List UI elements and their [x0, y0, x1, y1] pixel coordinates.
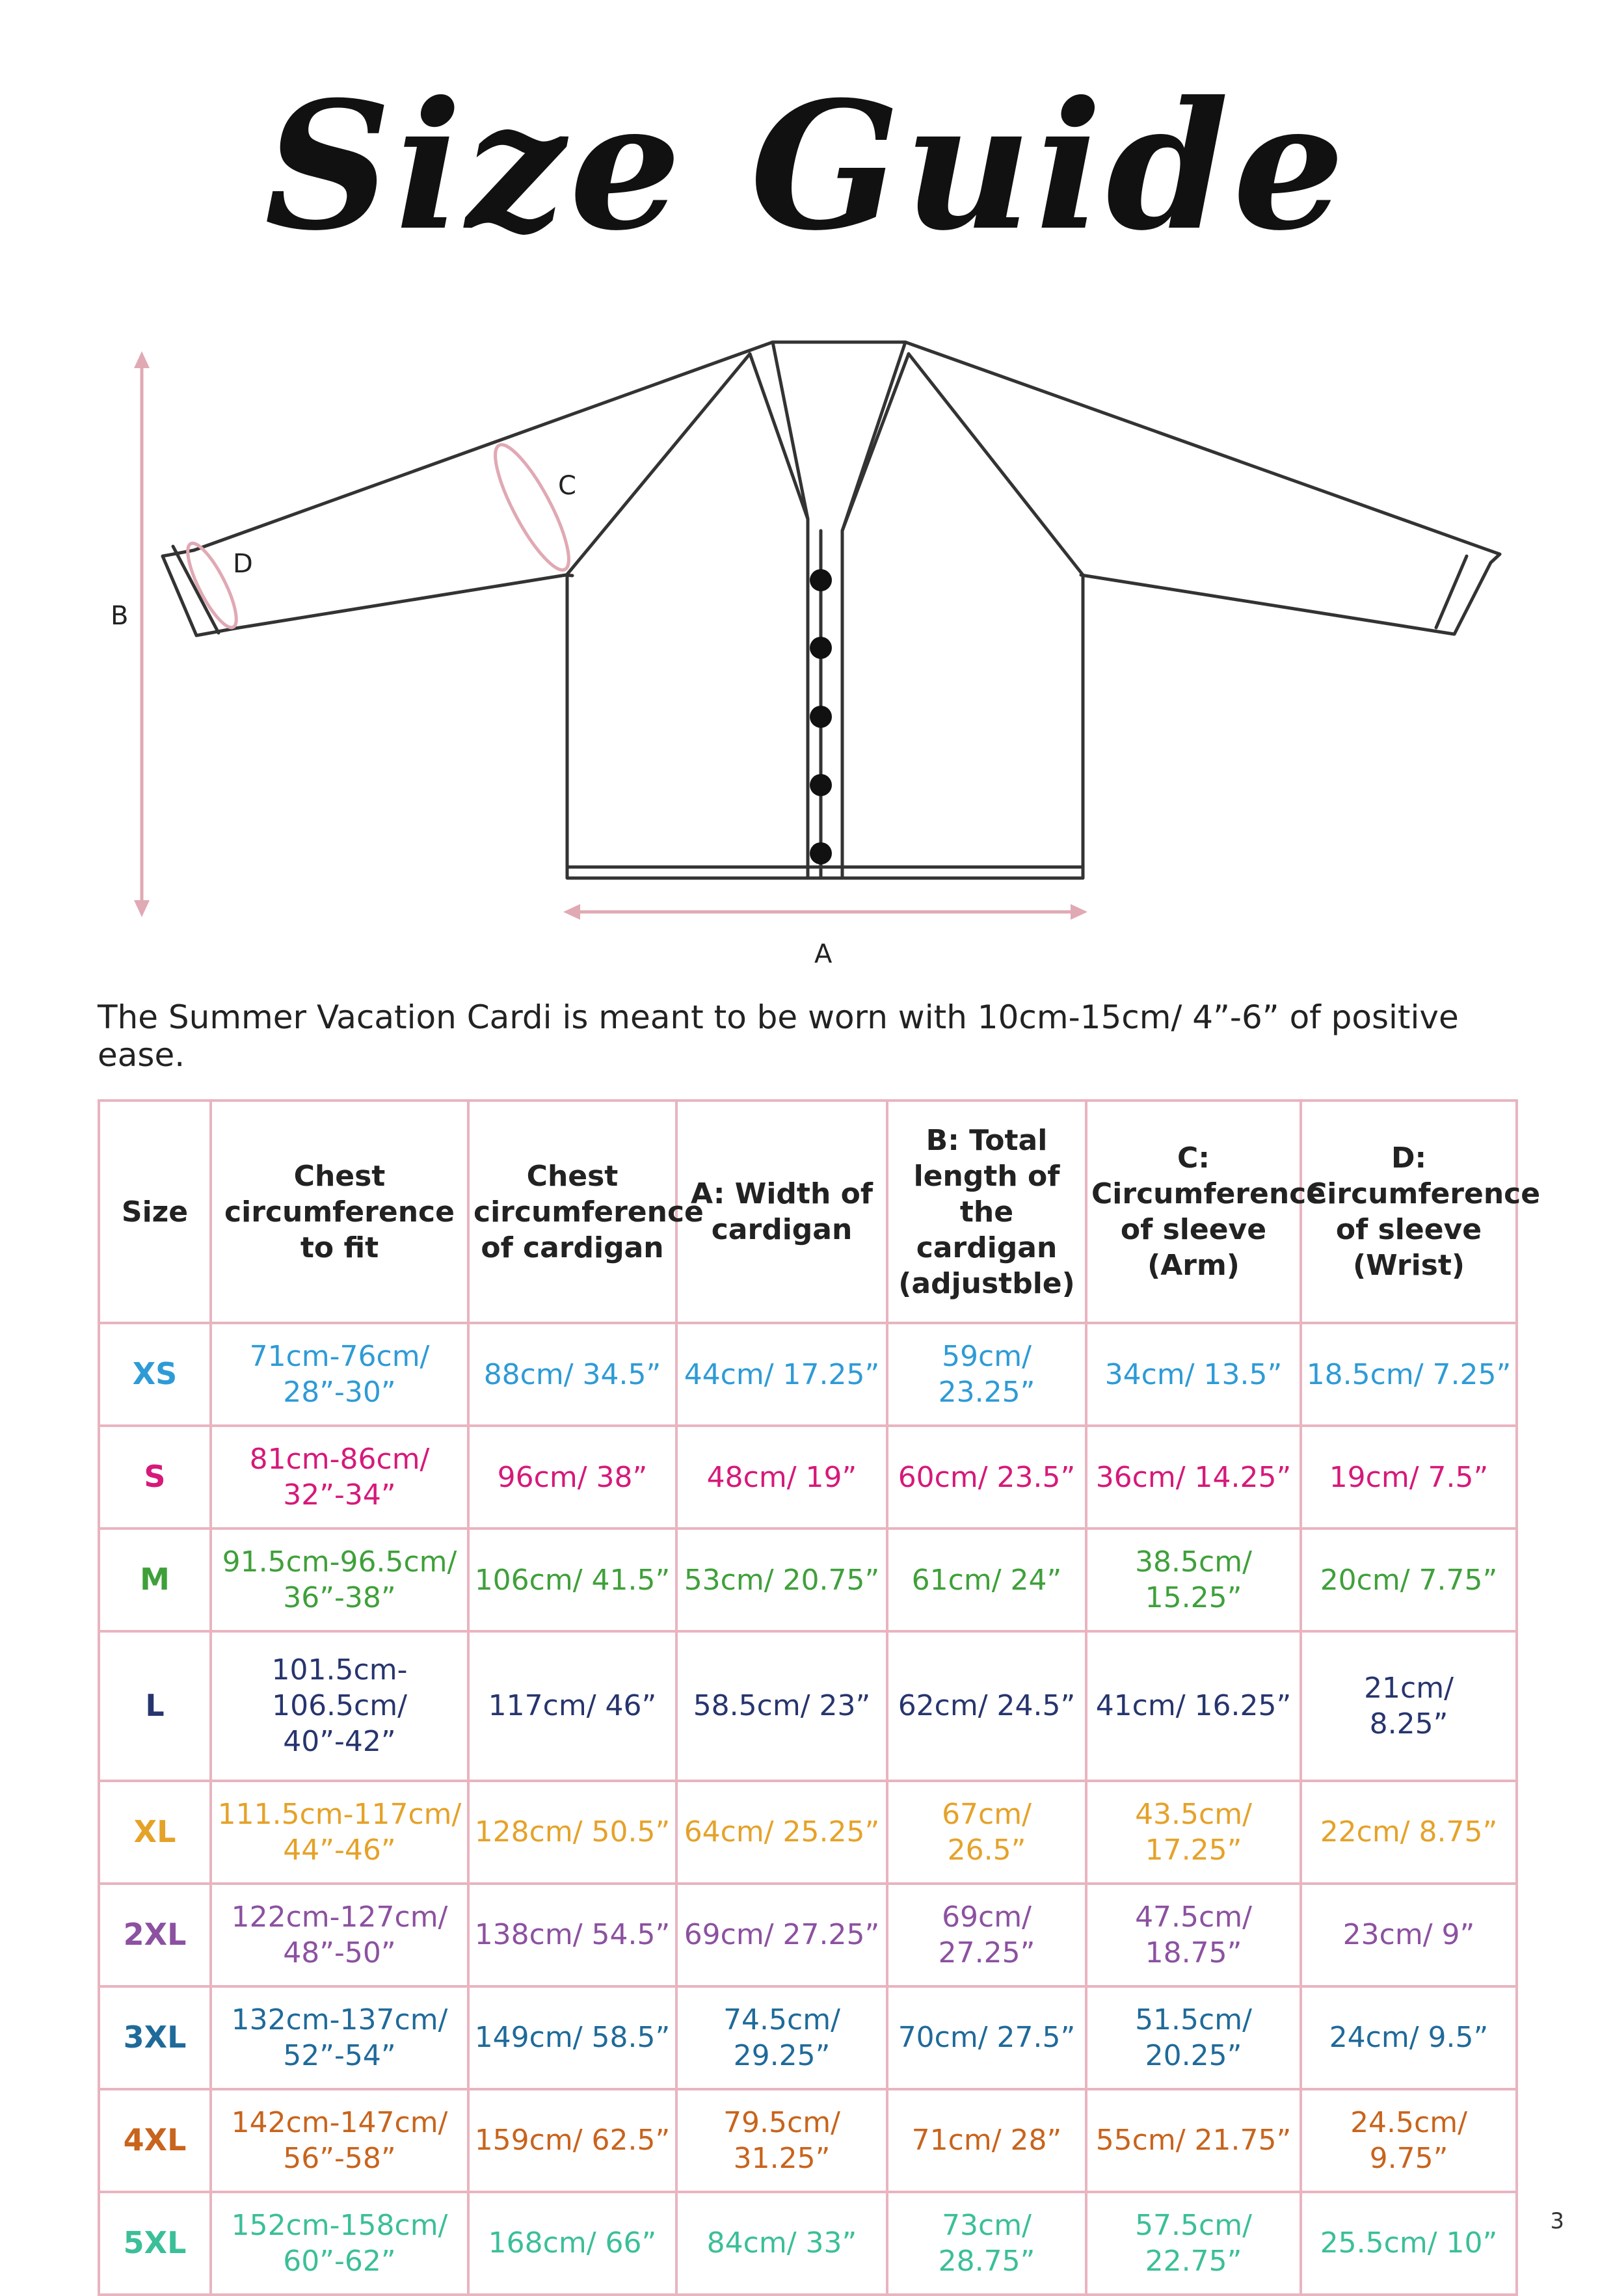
measurement-cell: [211, 1323, 468, 1426]
cell-line: 138cm/ 54.5”: [474, 1918, 671, 1952]
column-header: [468, 1101, 704, 1323]
cell-line: 34cm/ 13.5”: [1104, 1357, 1283, 1391]
cell-line: circumference: [473, 1195, 704, 1229]
cell-line: 20cm/ 7.75”: [1320, 1563, 1498, 1597]
cell-line: 56”-58”: [283, 2141, 396, 2175]
cell-line: 9.75”: [1369, 2141, 1448, 2175]
cell-line: 91.5cm-96.5cm/: [222, 1545, 457, 1579]
measurement-cell: [676, 1781, 887, 1884]
cell-line: 67cm/: [942, 1797, 1032, 1831]
cell-line: 15.25”: [1145, 1581, 1242, 1615]
table-row: [99, 1528, 1517, 1631]
cell-line: 17.25”: [1145, 1833, 1242, 1867]
cell-line: B: Total: [926, 1123, 1048, 1157]
cell-line: 38.5cm/: [1135, 1545, 1252, 1579]
measurement-cell: [887, 1884, 1086, 1986]
table-row: [99, 1781, 1517, 1884]
cell-line: 71cm/ 28”: [911, 2124, 1062, 2157]
cell-line: 47.5cm/: [1135, 1900, 1252, 1934]
cell-line: 31.25”: [733, 2141, 831, 2175]
cell-line: Circumference: [1091, 1177, 1326, 1210]
column-header: [99, 1101, 211, 1323]
table-header-row: [99, 1101, 1517, 1323]
button: [810, 774, 832, 796]
label-b: B: [111, 601, 129, 631]
cell-line: 23.25”: [938, 1376, 1035, 1409]
cell-line: length of: [913, 1159, 1060, 1193]
label-d: D: [233, 549, 253, 579]
size-label: 5XL: [99, 2192, 211, 2295]
cell-line: of cardigan: [481, 1231, 664, 1264]
cell-line: 159cm/ 62.5”: [474, 2124, 671, 2157]
size-label: M: [99, 1528, 211, 1631]
column-header: [1086, 1101, 1326, 1323]
cell-line: 61cm/ 24”: [911, 1563, 1062, 1597]
cell-line: 59cm/: [942, 1340, 1032, 1374]
measurement-cell: [887, 1323, 1086, 1426]
measurement-cell: [676, 1631, 887, 1780]
cell-line: 21cm/: [1364, 1671, 1454, 1705]
cardigan-diagram: [0, 312, 1613, 989]
measurement-cell: [211, 1884, 468, 1986]
cell-line: the cardigan: [916, 1195, 1058, 1264]
measurement-cell: [211, 2192, 468, 2295]
table-row: [99, 1426, 1517, 1528]
page-title: Size Guide: [264, 62, 1349, 269]
measurement-cell: [1301, 1528, 1517, 1631]
cell-line: 43.5cm/: [1135, 1797, 1252, 1831]
cell-line: 128cm/ 50.5”: [474, 1815, 671, 1849]
cell-line: 96cm/ 38”: [497, 1460, 648, 1494]
size-table: [98, 1099, 1541, 2296]
cell-line: 36cm/ 14.25”: [1095, 1460, 1292, 1494]
cell-line: Chest: [293, 1159, 386, 1193]
measurement-cell: [676, 2192, 887, 2295]
size-label: L: [99, 1631, 211, 1780]
raglan-left: [567, 354, 750, 574]
size-label: 3XL: [99, 1986, 211, 2089]
button: [810, 842, 832, 864]
cell-line: 28.75”: [938, 2244, 1035, 2278]
button: [810, 706, 832, 728]
column-header: [1301, 1101, 1541, 1323]
measurement-cell: [887, 2192, 1086, 2295]
cell-line: 69cm/ 27.25”: [684, 1918, 880, 1952]
measurement-cell: [1086, 1986, 1301, 2089]
cell-line: 8.25”: [1369, 1707, 1448, 1741]
size-label: 4XL: [99, 2089, 211, 2192]
measurement-cell: [211, 1631, 468, 1780]
cell-line: 168cm/ 66”: [488, 2226, 657, 2260]
cell-line: A: Width of: [691, 1177, 873, 1210]
table-row: [99, 1986, 1517, 2089]
cell-line: 22cm/ 8.75”: [1320, 1815, 1498, 1849]
measurement-cell: [1086, 1884, 1301, 1986]
table-row: [99, 1884, 1517, 1986]
table-row: [99, 2089, 1517, 2192]
cell-line: 52”-54”: [283, 2038, 396, 2072]
cell-line: cardigan: [711, 1213, 853, 1246]
label-c: C: [558, 471, 576, 501]
cell-line: 18.5cm/ 7.25”: [1306, 1357, 1512, 1391]
size-label: 2XL: [99, 1884, 211, 1986]
cell-line: 73cm/: [942, 2208, 1032, 2242]
measurement-cell: [1086, 1781, 1301, 1884]
measurement-cell: [676, 1426, 887, 1528]
measurement-cell: [887, 1986, 1086, 2089]
neckline-right-inner: [842, 354, 909, 531]
ease-note: The Summer Vacation Cardi is meant to be worn with 10cm-15cm/ 4”-6” of positive ease.: [98, 998, 1459, 1074]
cell-line: D:: [1391, 1141, 1427, 1175]
measurement-cell: [468, 1426, 676, 1528]
arrow-head-left: [563, 904, 580, 920]
label-a: A: [814, 939, 833, 969]
cell-line: 152cm-158cm/: [231, 2208, 448, 2242]
cell-line: 48”-50”: [283, 1936, 396, 1969]
cell-line: 51.5cm/: [1135, 2003, 1252, 2036]
cell-line: 74.5cm/: [723, 2003, 840, 2036]
cell-line: 142cm-147cm/: [231, 2105, 448, 2139]
measurement-cell: [468, 2089, 676, 2192]
arrow-head-down: [134, 900, 150, 917]
cell-line: 122cm-127cm/: [231, 1900, 448, 1934]
cell-line: (Wrist): [1353, 1249, 1465, 1282]
measure-c-arm-ellipse: [483, 436, 581, 578]
cell-line: 23cm/ 9”: [1342, 1918, 1475, 1952]
cell-line: 88cm/ 34.5”: [483, 1357, 661, 1391]
arrow-head-right: [1071, 904, 1087, 920]
cell-line: 106cm/ 41.5”: [474, 1563, 671, 1597]
cell-line: 57.5cm/: [1135, 2208, 1252, 2242]
measurement-cell: [887, 1631, 1086, 1780]
table-row: [99, 1631, 1517, 1780]
measurement-cell: [211, 1528, 468, 1631]
left-sleeve-outline: [163, 342, 773, 635]
cell-line: Chest: [526, 1159, 619, 1193]
cell-line: 29.25”: [733, 2038, 831, 2072]
cell-line: of sleeve: [1120, 1213, 1267, 1246]
measurement-cell: [211, 2089, 468, 2192]
measurement-cell: [1301, 1426, 1517, 1528]
size-label: XL: [99, 1781, 211, 1884]
cell-line: 27.25”: [938, 1936, 1035, 1969]
cell-line: 79.5cm/: [723, 2105, 840, 2139]
measurement-cell: [1301, 1631, 1517, 1780]
cell-line: 44cm/ 17.25”: [684, 1357, 880, 1391]
cell-line: (Arm): [1147, 1249, 1240, 1282]
cell-line: 69cm/: [942, 1900, 1032, 1934]
page-number: 3: [1550, 2208, 1564, 2234]
measurement-cell: [887, 1426, 1086, 1528]
column-header: [211, 1101, 468, 1323]
measurement-cell: [676, 1323, 887, 1426]
cell-line: of sleeve: [1335, 1213, 1482, 1246]
cell-line: 32”-34”: [283, 1478, 396, 1512]
measurement-cell: [1086, 2192, 1301, 2295]
cell-line: 53cm/ 20.75”: [684, 1563, 880, 1597]
measurement-cell: [676, 1528, 887, 1631]
measurement-cell: [676, 2089, 887, 2192]
cell-line: 22.75”: [1145, 2244, 1242, 2278]
cell-line: 70cm/ 27.5”: [898, 2021, 1076, 2055]
measurement-cell: [887, 1781, 1086, 1884]
measurement-cell: [1086, 1426, 1301, 1528]
cell-line: 55cm/ 21.75”: [1095, 2124, 1292, 2157]
cell-line: 26.5”: [947, 1833, 1026, 1867]
size-label: XS: [99, 1323, 211, 1426]
measurement-cell: [211, 1781, 468, 1884]
cell-line: 111.5cm-117cm/: [217, 1797, 462, 1831]
measurement-cell: [468, 1323, 676, 1426]
measurement-cell: [468, 2192, 676, 2295]
measurement-cell: [468, 1781, 676, 1884]
cell-line: 71cm-76cm/: [249, 1340, 430, 1374]
cell-line: Circumference: [1306, 1177, 1541, 1210]
raglan-right: [909, 354, 1083, 575]
cell-line: C:: [1177, 1141, 1210, 1175]
cell-line: 41cm/ 16.25”: [1095, 1689, 1292, 1723]
measurement-cell: [211, 1426, 468, 1528]
cell-line: 28”-30”: [283, 1376, 396, 1409]
cell-line: 149cm/ 58.5”: [474, 2021, 671, 2055]
cell-line: 64cm/ 25.25”: [684, 1815, 880, 1849]
measurement-cell: [1086, 1631, 1301, 1780]
cell-line: 36”-38”: [283, 1581, 396, 1615]
measurement-cell: [468, 1986, 676, 2089]
cell-line: 24cm/ 9.5”: [1329, 2021, 1489, 2055]
cell-line: 84cm/ 33”: [706, 2226, 857, 2260]
cell-line: (adjustble): [898, 1266, 1075, 1300]
measurement-cell: [887, 1528, 1086, 1631]
cell-line: 25.5cm/ 10”: [1320, 2226, 1498, 2260]
measurement-cell: [468, 1631, 676, 1780]
measurement-cell: [1086, 1528, 1301, 1631]
cell-line: circumference: [224, 1195, 455, 1229]
measurement-cell: [887, 2089, 1086, 2192]
cell-line: Size: [121, 1195, 189, 1229]
table-row: [99, 1323, 1517, 1426]
measurement-cell: [468, 1884, 676, 1986]
column-header: [887, 1101, 1086, 1323]
cell-line: 117cm/ 46”: [488, 1689, 657, 1723]
cell-line: 19cm/ 7.5”: [1329, 1460, 1489, 1494]
measurement-cell: [676, 1986, 887, 2089]
measurement-cell: [211, 1986, 468, 2089]
cell-line: 18.75”: [1145, 1936, 1242, 1969]
neckline-left-outer: [773, 342, 808, 878]
measurement-cell: [1301, 2089, 1517, 2192]
measurement-cell: [1301, 1884, 1517, 1986]
cell-line: 81cm-86cm/: [249, 1443, 430, 1476]
cell-line: 48cm/ 19”: [706, 1460, 857, 1494]
neckline-right-outer: [842, 342, 905, 878]
button: [810, 569, 832, 591]
table-row: [99, 2192, 1517, 2295]
measurement-cell: [1301, 1781, 1517, 1884]
right-sleeve-outline: [905, 342, 1500, 634]
measurement-cell: [1086, 2089, 1301, 2192]
measurement-cell: [1301, 1986, 1517, 2089]
measurement-cell: [1086, 1323, 1301, 1426]
column-header: [676, 1101, 887, 1323]
size-label: S: [99, 1426, 211, 1528]
cell-line: 62cm/ 24.5”: [898, 1689, 1076, 1723]
measurement-cell: [1301, 2192, 1517, 2295]
arrow-head-up: [134, 351, 150, 368]
cell-line: 20.25”: [1145, 2038, 1242, 2072]
cell-line: 101.5cm-106.5cm/: [271, 1653, 408, 1723]
cell-line: 58.5cm/ 23”: [693, 1689, 871, 1723]
cell-line: to fit: [300, 1231, 379, 1264]
cell-line: 24.5cm/: [1350, 2105, 1467, 2139]
cell-line: 40”-42”: [283, 1725, 396, 1759]
measurement-cell: [676, 1884, 887, 1986]
button: [810, 637, 832, 659]
measurement-cell: [1301, 1323, 1517, 1426]
cell-line: 60cm/ 23.5”: [898, 1460, 1076, 1494]
cell-line: 132cm-137cm/: [231, 2003, 448, 2036]
cell-line: 60”-62”: [283, 2244, 396, 2278]
measurement-cell: [468, 1528, 676, 1631]
cell-line: 44”-46”: [283, 1833, 396, 1867]
